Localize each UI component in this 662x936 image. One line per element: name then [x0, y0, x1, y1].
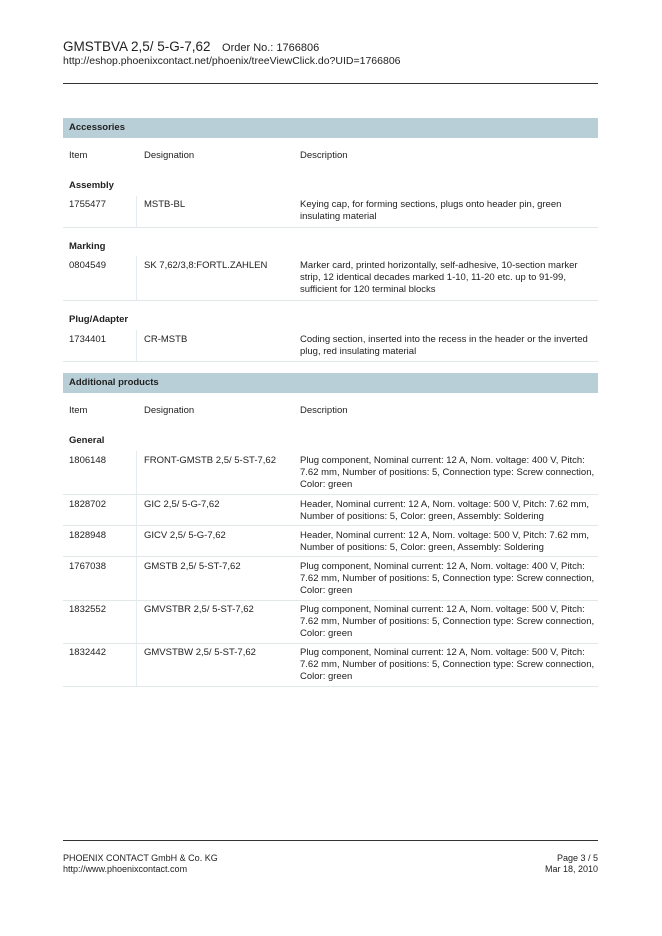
product-url[interactable]: http://eshop.phoenixcontact.net/phoenix/treeViewClick.do?UID=1766806 — [63, 55, 401, 67]
column-header-item: Item — [69, 150, 88, 161]
row-item: 1806148 — [69, 455, 106, 466]
row-description: Plug component, Nominal current: 12 A, Nom. voltage: 400 V, Pitch: 7.62 mm, Number of positions: 5, Connection type: Screw connection, Color: green — [300, 455, 595, 490]
table-row — [63, 601, 598, 644]
additional-products-section-title: Additional products — [63, 373, 598, 393]
row-designation: SK 7,62/3,8:FORTL.ZAHLEN — [144, 260, 268, 271]
table-row — [63, 495, 598, 526]
column-header-description: Description — [300, 150, 348, 161]
table-row — [63, 256, 598, 301]
header-divider — [63, 83, 598, 84]
column-header-description: Description — [300, 405, 348, 416]
row-description: Marker card, printed horizontally, self-adhesive, 10-section marker strip, 12 identical decades marked 1-10, 11-20 etc. up to 91-99, sufficient for 120 terminal blocks — [300, 260, 578, 295]
row-designation: GICV 2,5/ 5-G-7,62 — [144, 530, 226, 541]
accessories-column-headers — [63, 150, 598, 164]
row-designation: FRONT-GMSTB 2,5/ 5-ST-7,62 — [144, 455, 276, 466]
row-item: 1832552 — [69, 604, 106, 615]
row-item: 1734401 — [69, 334, 106, 345]
footer-company: PHOENIX CONTACT GmbH & Co. KG — [63, 853, 218, 863]
row-description: Keying cap, for forming sections, plugs onto header pin, green insulating material — [300, 199, 562, 222]
row-designation: MSTB-BL — [144, 199, 186, 210]
column-header-item: Item — [69, 405, 88, 416]
row-description: Coding section, inserted into the recess in the header or the inverted plug, red insulating material — [300, 334, 588, 357]
product-title: GMSTBVA 2,5/ 5-G-7,62 — [63, 39, 211, 54]
table-row — [63, 196, 598, 228]
column-header-designation: Designation — [144, 405, 195, 416]
row-item: 1767038 — [69, 561, 106, 572]
footer-page-number: Page 3 / 5 — [556, 853, 598, 863]
header-line — [63, 38, 319, 56]
accessories-section-title: Accessories — [63, 118, 598, 138]
row-item: 1832442 — [69, 647, 106, 658]
row-description: Plug component, Nominal current: 12 A, Nom. voltage: 500 V, Pitch: 7.62 mm, Number of positions: 5, Connection type: Screw connection, Color: green — [300, 647, 595, 682]
row-description: Plug component, Nominal current: 12 A, Nom. voltage: 400 V, Pitch: 7.62 mm, Number of positions: 5, Connection type: Screw connection, Color: green — [300, 561, 595, 596]
row-description: Header, Nominal current: 12 A, Nom. voltage: 500 V, Pitch: 7.62 mm, Number of positions: 5, Color: green, Assembly: Soldering — [300, 530, 590, 553]
group-title-assembly: Assembly — [69, 180, 114, 191]
row-description: Plug component, Nominal current: 12 A, Nom. voltage: 500 V, Pitch: 7.62 mm, Number of positions: 5, Connection type: Screw connection, Color: green — [300, 604, 595, 639]
group-title-plug-adapter: Plug/Adapter — [69, 314, 129, 325]
row-item: 0804549 — [69, 260, 106, 271]
footer-left — [63, 853, 218, 875]
row-designation: GIC 2,5/ 5-G-7,62 — [144, 499, 220, 510]
row-item: 1828948 — [69, 530, 106, 541]
row-designation: GMSTB 2,5/ 5-ST-7,62 — [144, 561, 241, 572]
row-description: Header, Nominal current: 12 A, Nom. voltage: 500 V, Pitch: 7.62 mm, Number of positions: 5, Color: green, Assembly: Soldering — [300, 499, 590, 522]
group-title-general: General — [69, 435, 105, 446]
group-title-marking: Marking — [69, 241, 106, 252]
table-row — [63, 557, 598, 601]
column-header-designation: Designation — [144, 150, 195, 161]
table-row — [63, 526, 598, 557]
table-row — [63, 451, 598, 495]
row-designation: GMVSTBR 2,5/ 5-ST-7,62 — [144, 604, 254, 615]
row-designation: GMVSTBW 2,5/ 5-ST-7,62 — [144, 647, 256, 658]
footer-website[interactable]: http://www.phoenixcontact.com — [63, 864, 188, 874]
additional-column-headers — [63, 405, 598, 419]
footer-divider — [63, 840, 598, 841]
order-number: Order No.: 1766806 — [222, 42, 320, 54]
row-item: 1828702 — [69, 499, 106, 510]
footer-date: Mar 18, 2010 — [544, 864, 598, 874]
row-designation: CR-MSTB — [144, 334, 188, 345]
footer-right — [545, 853, 598, 875]
table-row — [63, 330, 598, 362]
table-row — [63, 644, 598, 687]
row-item: 1755477 — [69, 199, 106, 210]
